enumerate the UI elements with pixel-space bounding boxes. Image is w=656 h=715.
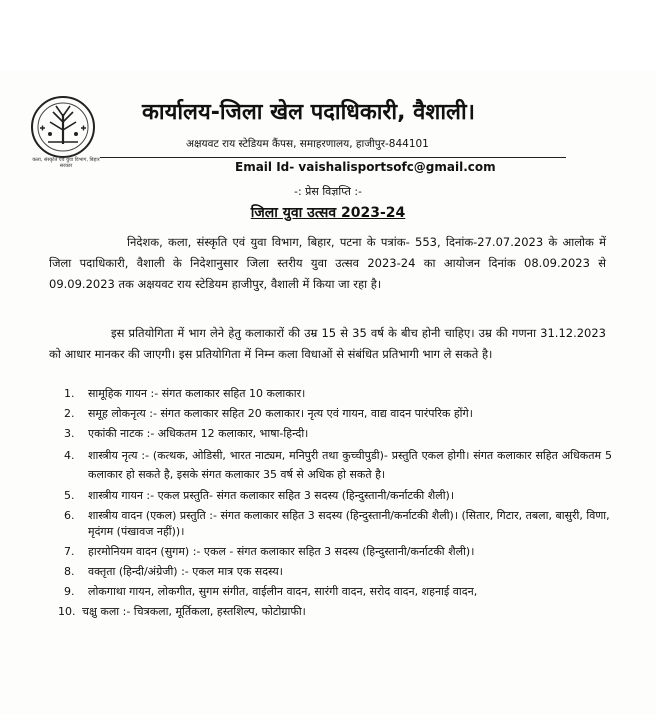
- list-item: [64, 426, 612, 442]
- list-text: वक्तृता (हिन्दी/अंग्रेजी) :- एकल मात्र एक सदस्य।: [88, 565, 283, 578]
- blank-top-margin: [0, 0, 656, 70]
- list-number: 6.: [64, 509, 75, 522]
- list-text: शास्त्रीय गायन :- एकल प्रस्तुति- संगत कलाकार सहित 3 सदस्य (हिन्दुस्तानी/कर्नाटकी शैली)।: [88, 489, 455, 502]
- bihar-emblem-icon: [28, 92, 98, 162]
- heading-text: जिला युवा उत्सव 2023-24: [250, 205, 406, 221]
- letterhead-divider: [100, 157, 566, 158]
- list-number: 10.: [58, 605, 76, 618]
- office-title: कार्यालय-जिला खेल पदाधिकारी, वैशाली।: [142, 100, 475, 125]
- list-item: [64, 386, 612, 402]
- list-text: एकांकी नाटक :- अधिकतम 12 कलाकार, भाषा-हिन्दी।: [88, 427, 309, 440]
- list-number: 9.: [64, 585, 75, 598]
- list-text: लोकगाथा गायन, लोकगीत, सुगम संगीत, वाईलीन वादन, सारंगी वादन, सरोद वादन, शहनाई वादन,: [88, 585, 478, 598]
- list-item: [64, 508, 612, 540]
- list-item: [64, 584, 612, 600]
- list-text: सामूहिक गायन :- संगत कलाकार सहित 10 कलाकार।: [88, 387, 306, 400]
- list-number: 5.: [64, 489, 75, 502]
- list-text: शास्त्रीय नृत्य :- (कत्थक, ओडिसी, भारत नाट्यम, मनिपुरी तथा कुच्चीपुडी)- प्रस्तुति एकल होगी। संगत कलाकार सहित अधिकतम 5 कलाकार हो सकते है, इसके संगत कलाकार 35 वर्ष से अधिक हो सकते है।: [88, 449, 612, 481]
- emblem-caption: कला, संस्कृति एवं युवा विभाग, बिहार सरकार: [32, 157, 100, 169]
- list-number: 1.: [64, 387, 75, 400]
- list-item: [64, 564, 612, 580]
- list-text: शास्त्रीय वादन (एकल) प्रस्तुति :- संगत कलाकार सहित 3 सदस्य (हिन्दुस्तानी/कर्नाटकी शैली)। (सितार, गिटार, तबला, बासुरी, विणा, मृदंगम (पंखावज नहीं))।: [88, 509, 610, 538]
- competition-list: [58, 386, 612, 620]
- list-item: [64, 488, 612, 504]
- document-heading: [0, 203, 656, 222]
- list-item: [64, 406, 612, 422]
- office-address: अक्षयवट राय स्टेडियम कैंपस, समाहरणालय, हाजीपुर-844101: [186, 138, 429, 150]
- press-release-label: -: प्रेस विज्ञप्ति :-: [293, 185, 363, 198]
- list-item: [64, 446, 612, 484]
- list-text: चक्षु कला :- चित्रकला, मूर्तिकला, हस्तशिल्प, फोटोग्राफी।: [82, 605, 306, 618]
- list-number: 3.: [64, 427, 75, 440]
- list-item: [58, 604, 606, 620]
- paragraph-intro: निदेशक, कला, संस्कृति एवं युवा विभाग, बिहार, पटना के पत्रांक- 553, दिनांक-27.07.2023 के आलोक में जिला पदाधिकारी, वैशाली के निदेशानुसार जिला स्तरीय युवा उत्सव 2023-24 का आयोजन दिनांक 08.09.2023 से 09.09.2023 तक अक्षयवट राय स्टेडियम हाजीपुर, वैशाली में किया जा रहा है।: [49, 235, 606, 291]
- list-text: हारमोनियम वादन (सुगम) :- एकल - संगत कलाकार सहित 3 सदस्य (हिन्दुस्तानी/कर्नाटकी शैली)।: [88, 545, 475, 558]
- list-number: 2.: [64, 407, 75, 420]
- list-item: [64, 544, 612, 560]
- list-text: समूह लोकनृत्य :- संगत कलाकार सहित 20 कलाकार। नृत्य एवं गायन, वाद्य वादन पारंपरिक होंगे।: [88, 407, 473, 420]
- paragraph-eligibility: इस प्रतियोगिता में भाग लेने हेतु कलाकारों की उम्र 15 से 35 वर्ष के बीच होनी चाहिए। उम्र की गणना 31.12.2023 को आधार मानकर की जाएगी। इस प्रतियोगिता में निम्न कला विधाओं से संबंधित प्रतिभागी भाग ले सकते है।: [49, 326, 606, 361]
- list-number: 8.: [64, 565, 75, 578]
- list-number: 4.: [64, 449, 75, 462]
- office-email: Email Id- vaishalisportsofc@gmail.com: [235, 160, 496, 174]
- list-number: 7.: [64, 545, 75, 558]
